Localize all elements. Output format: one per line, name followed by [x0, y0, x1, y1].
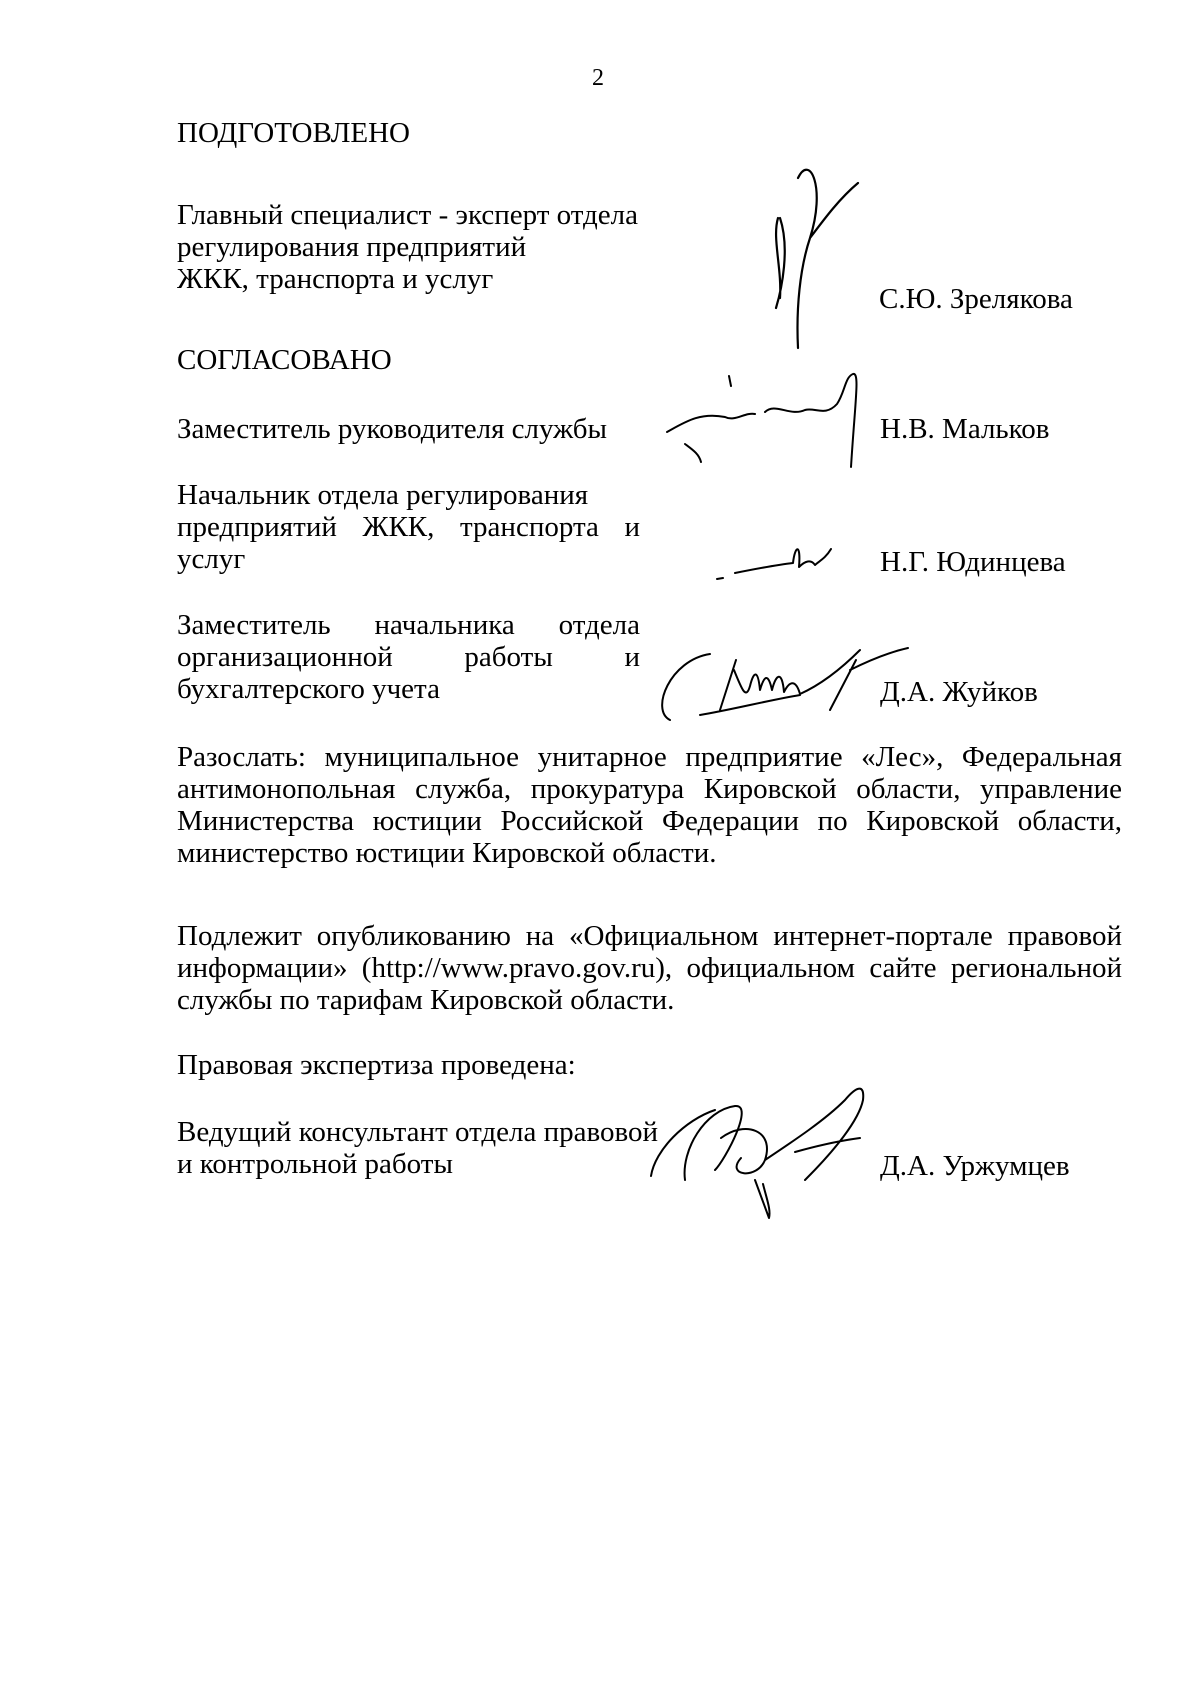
position-line: предприятий ЖКК, транспорта и: [177, 511, 640, 543]
legal-review-heading: Правовая экспертиза проведена:: [177, 1049, 576, 1081]
position-line: Заместитель руководителя службы: [177, 413, 608, 445]
position-line: бухгалтерского учета: [177, 673, 440, 705]
position-line: регулирования предприятий: [177, 231, 527, 263]
paragraph-line: информации» (http://www.pravo.gov.ru), официальном сайте региональной: [177, 952, 1122, 984]
signer-position: [177, 609, 640, 705]
publication-paragraph: [177, 920, 1122, 1016]
signer-position: [177, 479, 640, 575]
paragraph-line: Разослать: муниципальное унитарное предприятие «Лес», Федеральная: [177, 741, 1122, 773]
paragraph-line: антимонопольная служба, прокуратура Кировской области, управление: [177, 773, 1122, 805]
signer-position: [177, 413, 640, 445]
signature-zhuykov: [650, 640, 910, 730]
signer-name: Д.А. Жуйков: [880, 676, 1038, 708]
signer-name: С.Ю. Зрелякова: [879, 283, 1073, 315]
paragraph-line: Министерства юстиции Российской Федерации по Кировской области,: [177, 805, 1122, 837]
signer-name: Н.В. Мальков: [880, 413, 1050, 445]
position-line: Заместитель начальника отдела: [177, 609, 640, 641]
position-line: услуг: [177, 543, 246, 575]
position-line: Начальник отдела регулирования: [177, 479, 589, 511]
prepared-position: [177, 199, 640, 295]
agreed-heading: СОГЛАСОВАНО: [177, 344, 392, 376]
paragraph-line: Подлежит опубликованию на «Официальном интернет-портале правовой: [177, 920, 1122, 952]
page-number: 2: [592, 65, 604, 91]
paragraph-line: службы по тарифам Кировской области.: [177, 984, 675, 1016]
legal-review-position: [177, 1116, 659, 1180]
position-line: ЖКК, транспорта и услуг: [177, 263, 494, 295]
signature-yudintseva: [715, 535, 835, 585]
signer-name: Н.Г. Юдинцева: [880, 546, 1066, 578]
position-line: и контрольной работы: [177, 1148, 453, 1180]
position-line: Главный специалист - эксперт отдела: [177, 199, 639, 231]
paragraph-line: министерство юстиции Кировской области.: [177, 837, 717, 869]
signer-name: Д.А. Уржумцев: [880, 1150, 1070, 1182]
position-line: организационной работы и: [177, 641, 640, 673]
signature-malkov: [665, 372, 880, 472]
position-line: Ведущий консультант отдела правовой: [177, 1116, 659, 1148]
distribution-paragraph: [177, 741, 1122, 869]
signature-urzhumtsev: [645, 1080, 880, 1220]
signature-zrelyakova: [770, 158, 860, 358]
prepared-heading: ПОДГОТОВЛЕНО: [177, 117, 410, 149]
